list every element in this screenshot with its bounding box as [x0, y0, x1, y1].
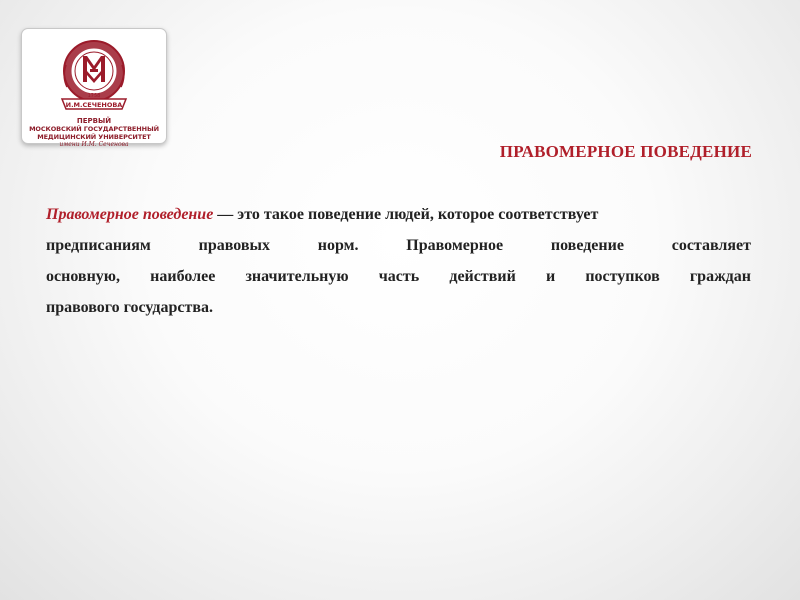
- paragraph-line-1: [46, 199, 751, 230]
- definition-paragraph: [46, 199, 751, 323]
- university-logo: [21, 28, 167, 148]
- logo-line-medical: МЕДИЦИНСКИЙ УНИВЕРСИТЕТ: [37, 133, 151, 141]
- university-emblem-icon: [22, 29, 166, 119]
- definition-start: — это такое поведение людей, которое соответствует: [213, 206, 599, 223]
- paragraph-line-2: предписаниям правовых норм. Правомерное поведение составляет: [46, 237, 751, 254]
- logo-line-named: имени И.М. Сеченова: [59, 141, 129, 148]
- logo-line-first: ПЕРВЫЙ: [76, 117, 112, 125]
- paragraph-line-4: правового государства.: [46, 299, 213, 316]
- logo-line-moscow: МОСКОВСКИЙ ГОСУДАРСТВЕННЫЙ: [29, 125, 159, 133]
- emblem-ribbon-text: И.М.СЕЧЕНОВА: [65, 101, 123, 109]
- slide-title: ПРАВОМЕРНОЕ ПОВЕДЕНИЕ: [499, 142, 752, 161]
- defined-term: Правомерное поведение: [46, 206, 214, 223]
- emblem-year: 1758: [87, 93, 101, 99]
- paragraph-line-3: основную, наиболее значительную часть действий и поступков граждан: [46, 268, 751, 285]
